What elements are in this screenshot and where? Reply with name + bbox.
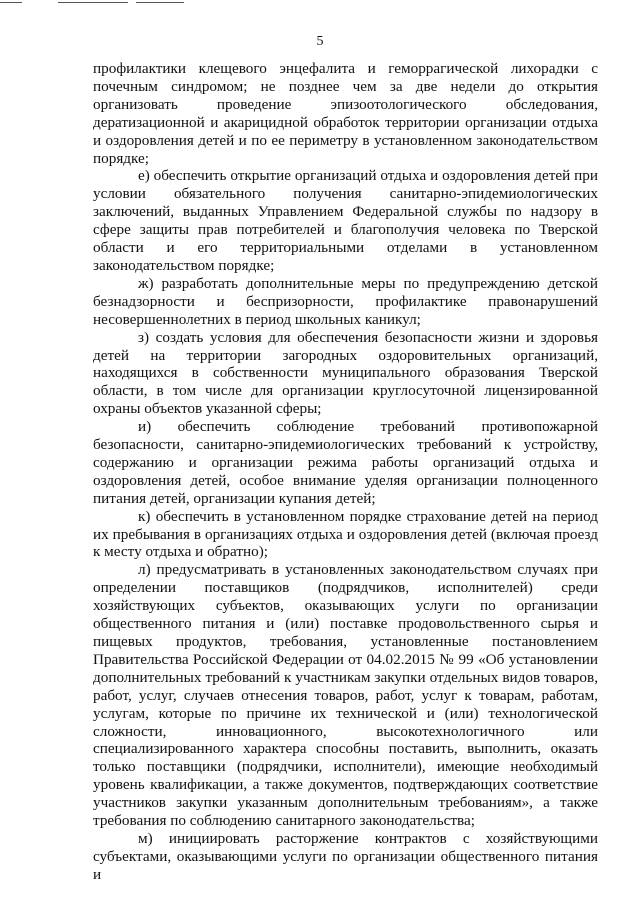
paragraph-prophylaxis: профилактики клещевого энцефалита и геморрагической лихорадки с почечным синдромом; не позднее чем за две недели до открытия организовать проведение эпизоотологического обследования, дератизационной и акарицидной обработок территории организации отдыха и оздоровления детей и по ее периметру в установленном законодательством порядке; xyxy=(93,60,598,167)
paragraph-i: и) обеспечить соблюдение требований противопожарной безопасности, санитарно-эпидемиологических требований к устройству, содержанию и организации режима работы организаций отдыха и оздоровления детей, особое внимание уделяя организации полноценного питания детей, организации купания детей; xyxy=(93,418,598,507)
paragraph-m: м) инициировать расторжение контрактов с хозяйствующими субъектами, оказывающими услуги по организации общественного питания и xyxy=(93,829,598,883)
scan-edge-marks xyxy=(0,0,640,6)
paragraph-e: е) обеспечить открытие организаций отдыха и оздоровления детей при условии обязательного получения санитарно-эпидемиологических заключений, выданных Управлением Федеральной службы по надзору в сфере защиты прав потребителей и благополучия человека по Тверской области и его территориальными отделами в установленном законодательством порядке; xyxy=(93,167,598,274)
page-number: 5 xyxy=(316,34,324,49)
paragraph-zh: ж) разработать дополнительные меры по предупреждению детской безнадзорности и беспризорности, профилактике правонарушений несовершеннолетних в период школьных каникул; xyxy=(93,274,598,328)
paragraph-z: з) создать условия для обеспечения безопасности жизни и здоровья детей на территории загородных оздоровительных организаций, находящихся в собственности муниципального образования Тверской области, в том числе для организации круглосуточной лицензированной охраны объектов указанной сферы; xyxy=(93,328,598,418)
paragraph-k: к) обеспечить в установленном порядке страхование детей на период их пребывания в организациях отдыха и оздоровления детей (включая проезд к месту отдыха и обратно); xyxy=(93,507,598,561)
paragraph-l: л) предусматривать в установленных законодательством случаях при определении поставщиков (подрядчиков, исполнителей) среди хозяйствующих субъектов, оказывающих услуги по организации общественного питания и (или) поставке продовольственного сырья и пищевых продуктов, требования, установленные постановлением Правительства Российской Федерации от 04.02.2015 № 99 «Об установлении дополнительных требований к участникам закупки отдельных видов товаров, работ, услуг, случаев отнесения товаров, работ, услуг к товарам, работам, услугам, которые по причине их технической и (или) технологической сложности, инновационного, высокотехнологичного или специализированного характера способны поставить, выполнить, оказать только поставщики (подрядчики, исполнители), имеющие необходимый уровень квалификации, а также документов, подтверждающих соответствие участников закупки указанным дополнительным требованиям», а также требования по соблюдению санитарного законодательства; xyxy=(93,561,598,830)
document-body xyxy=(93,60,598,884)
